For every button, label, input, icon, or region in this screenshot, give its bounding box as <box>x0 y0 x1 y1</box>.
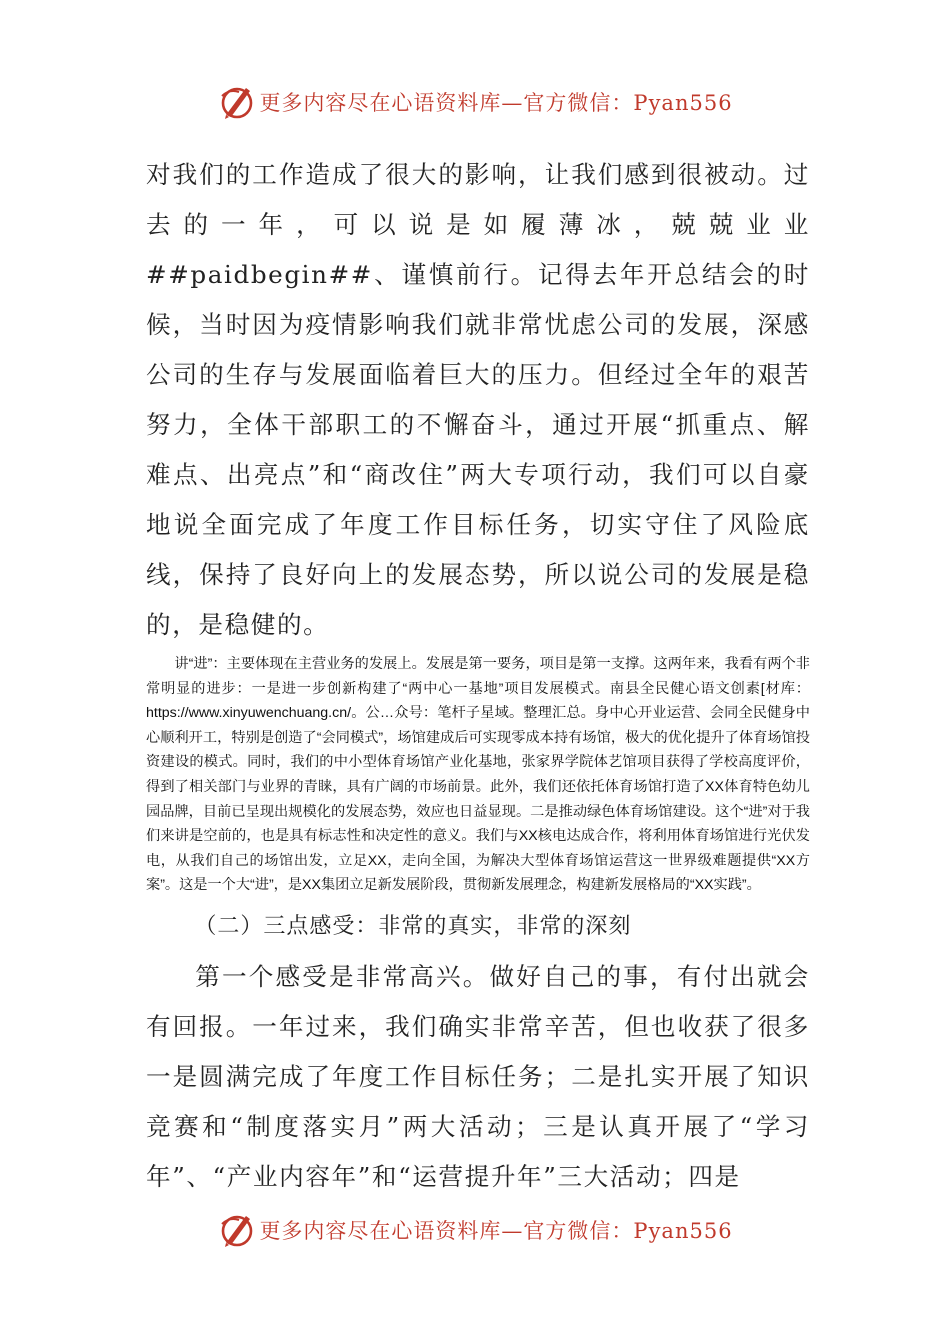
footer-banner <box>0 1208 950 1252</box>
body-paragraph-3: 第一个感受是非常高兴。做好自己的事，有付出就会有回报。一年过来，我们确实非常辛苦，但也收获了很多一是圆满完成了年度工作目标任务；二是扎实开展了知识竞赛和“制度落实月”两大活动；三是认真开展了“学习年”、“产业内容年”和“运营提升年”三大活动；四是 <box>146 961 810 1191</box>
section-heading: （二）三点感受：非常的真实，非常的深刻 <box>194 913 632 939</box>
pen-circle-icon <box>217 1210 257 1250</box>
body-paragraph-2: 讲“进”：主要体现在主营业务的发展上。发展是第一要务，项目是第一支撑。这两年来，我看有两个非常明显的进步：一是进一步创新构建了“两中心一基地”项目发展模式。南县全民健心语文创素[材库：https://www.xinyuwenchuang.cn/。公…众号：笔杆子星域。整理汇总。身中心开业运营、会同全民健身中心顺利开工，特别是创造了“会同模式”，场馆建成后可实现零成本持有场馆，极大的优化提升了体育场馆投资建设的模式。同时，我们的中小型体育场馆产业化基地，张家界学院体艺馆项目获得了学校高度评价，得到了相关部门与业界的青睐，具有广阔的市场前景。此外，我们还依托体育场馆打造了XX体育特色幼儿园品牌，目前已呈现出规模化的发展态势，效应也日益显现。二是推动绿色体育场馆建设。这个“进”对于我们来讲是空前的，也是具有标志性和决定性的意义。我们与XX核电达成合作，将利用体育场馆进行光伏发电，从我们自己的场馆出发，立足XX，走向全国，为解决大型体育场馆运营这一世界级难题提供“XX方案”。这是一个大“进”，是XX集团立足新发展阶段，贯彻新发展理念，构建新发展格局的“XX实践”。 <box>146 656 810 894</box>
header-banner-text: 更多内容尽在心语资料库—官方微信：Pyan556 <box>259 91 733 115</box>
header-banner <box>0 80 950 124</box>
body-paragraph-1: 对我们的工作造成了很大的影响，让我们感到很被动。过去的一年，可以说是如履薄冰，兢兢业业##paidbegin##、谨慎前行。记得去年开总结会的时候，当时因为疫情影响我们就非常忧虑公司的发展，深感公司的生存与发展面临着巨大的压力。但经过全年的艰苦努力，全体干部职工的不懈奋斗，通过开展“抓重点、解难点、出亮点”和“商改住”两大专项行动，我们可以自豪地说全面完成了年度工作目标任务，切实守住了风险底线，保持了良好向上的发展态势，所以说公司的发展是稳的，是稳健的。 <box>146 160 810 639</box>
footer-banner-text: 更多内容尽在心语资料库—官方微信：Pyan556 <box>259 1219 733 1243</box>
pen-circle-icon <box>217 82 257 122</box>
document-body <box>146 150 810 1202</box>
